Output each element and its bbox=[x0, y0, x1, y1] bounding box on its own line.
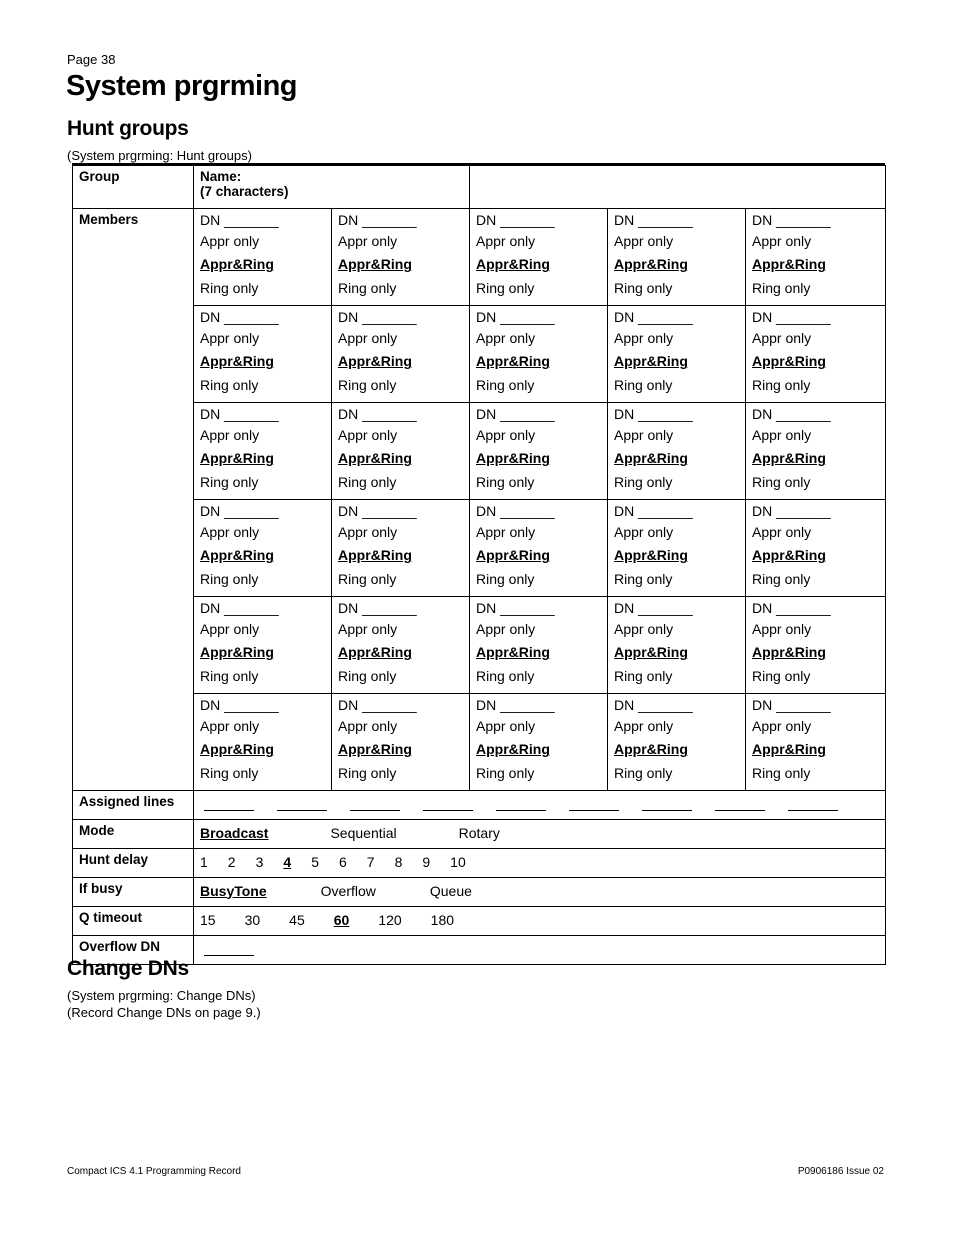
member-dn-field[interactable]: DN _______ bbox=[614, 309, 693, 325]
appr-only-option[interactable]: Appr only bbox=[614, 233, 674, 249]
member-cell bbox=[746, 694, 886, 791]
if-busy-row bbox=[73, 878, 886, 907]
ring-only-option[interactable]: Ring only bbox=[476, 667, 535, 684]
appr-ring-option[interactable]: Appr&Ring bbox=[338, 741, 412, 758]
member-dn-field[interactable]: DN _______ bbox=[476, 697, 555, 713]
ring-only-option[interactable]: Ring only bbox=[752, 764, 811, 781]
member-dn-field[interactable]: DN _______ bbox=[752, 309, 831, 325]
assigned-line-blank[interactable] bbox=[423, 796, 473, 811]
appr-only-option[interactable]: Appr only bbox=[338, 621, 398, 637]
appr-ring-option[interactable]: Appr&Ring bbox=[614, 741, 688, 758]
appr-ring-option[interactable]: Appr&Ring bbox=[338, 547, 412, 564]
ring-only-option[interactable]: Ring only bbox=[614, 473, 673, 490]
appr-only-option[interactable]: Appr only bbox=[614, 621, 674, 637]
member-cell bbox=[194, 209, 332, 306]
member-cell bbox=[608, 209, 746, 306]
page-number: Page 38 bbox=[67, 52, 116, 67]
ring-only-option[interactable]: Ring only bbox=[338, 570, 397, 587]
member-cell bbox=[608, 694, 746, 791]
appr-only-option[interactable]: Appr only bbox=[338, 330, 398, 346]
member-cell bbox=[608, 306, 746, 403]
members-row bbox=[73, 209, 886, 306]
q-timeout-option[interactable]: 45 bbox=[289, 911, 305, 928]
member-cell bbox=[470, 403, 608, 500]
appr-only-option[interactable]: Appr only bbox=[614, 718, 674, 734]
appr-only-option[interactable]: Appr only bbox=[200, 427, 260, 443]
member-dn-field[interactable]: DN _______ bbox=[752, 503, 831, 519]
ring-only-option[interactable]: Ring only bbox=[476, 473, 535, 490]
member-dn-field[interactable]: DN _______ bbox=[476, 212, 555, 228]
appr-ring-option[interactable]: Appr&Ring bbox=[200, 547, 274, 564]
members-label: Members bbox=[73, 209, 194, 791]
member-cell bbox=[332, 209, 470, 306]
ring-only-option[interactable]: Ring only bbox=[200, 570, 259, 587]
appr-only-option[interactable]: Appr only bbox=[752, 427, 812, 443]
name-label: Name: bbox=[200, 169, 242, 184]
appr-only-option[interactable]: Appr only bbox=[338, 427, 398, 443]
ring-only-option[interactable]: Ring only bbox=[752, 667, 811, 684]
member-dn-field[interactable]: DN _______ bbox=[200, 503, 279, 519]
member-cell bbox=[194, 597, 332, 694]
appr-ring-option[interactable]: Appr&Ring bbox=[752, 741, 826, 758]
ring-only-option[interactable]: Ring only bbox=[752, 473, 811, 490]
member-dn-field[interactable]: DN _______ bbox=[476, 503, 555, 519]
appr-ring-option[interactable]: Appr&Ring bbox=[338, 644, 412, 661]
appr-ring-option[interactable]: Appr&Ring bbox=[200, 450, 274, 467]
member-cell bbox=[332, 597, 470, 694]
q-timeout-option[interactable]: 30 bbox=[244, 911, 261, 928]
q-timeout-option[interactable]: 60 bbox=[333, 911, 350, 928]
member-dn-field[interactable]: DN _______ bbox=[338, 697, 417, 713]
assigned-line-blank[interactable] bbox=[277, 796, 327, 811]
appr-ring-option[interactable]: Appr&Ring bbox=[338, 450, 412, 467]
q-timeout-label: Q timeout bbox=[73, 907, 194, 936]
appr-only-option[interactable]: Appr only bbox=[752, 718, 812, 734]
footer-left: Compact ICS 4.1 Programming Record bbox=[67, 1166, 241, 1177]
member-dn-field[interactable]: DN _______ bbox=[614, 406, 693, 422]
appr-ring-option[interactable]: Appr&Ring bbox=[614, 450, 688, 467]
change-dns-heading: Change DNs bbox=[67, 957, 189, 980]
name-field[interactable] bbox=[194, 166, 470, 209]
member-dn-field[interactable]: DN _______ bbox=[752, 697, 831, 713]
member-cell bbox=[608, 500, 746, 597]
q-timeout-option[interactable]: 180 bbox=[430, 911, 455, 928]
member-cell bbox=[194, 306, 332, 403]
member-cell bbox=[332, 500, 470, 597]
q-timeout-option[interactable]: 15 bbox=[200, 911, 216, 928]
ring-only-option[interactable]: Ring only bbox=[752, 570, 811, 587]
member-dn-field[interactable]: DN _______ bbox=[338, 503, 417, 519]
member-dn-field[interactable]: DN _______ bbox=[614, 697, 693, 713]
appr-ring-option[interactable]: Appr&Ring bbox=[476, 547, 550, 564]
member-cell bbox=[746, 500, 886, 597]
appr-only-option[interactable]: Appr only bbox=[338, 524, 398, 540]
appr-ring-option[interactable]: Appr&Ring bbox=[200, 741, 274, 758]
q-timeout-row bbox=[73, 907, 886, 936]
page-title: System prgrming bbox=[66, 70, 297, 102]
ring-only-option[interactable]: Ring only bbox=[614, 376, 673, 393]
mode-option[interactable]: Broadcast bbox=[200, 824, 269, 841]
if-busy-option[interactable]: BusyTone bbox=[200, 882, 267, 899]
appr-ring-option[interactable]: Appr&Ring bbox=[614, 256, 688, 273]
appr-only-option[interactable]: Appr only bbox=[338, 718, 398, 734]
member-cell bbox=[332, 306, 470, 403]
ring-only-option[interactable]: Ring only bbox=[200, 473, 259, 490]
ring-only-option[interactable]: Ring only bbox=[338, 376, 397, 393]
assigned-line-blank[interactable] bbox=[350, 796, 400, 811]
ring-only-option[interactable]: Ring only bbox=[752, 279, 811, 296]
member-dn-field[interactable]: DN _______ bbox=[200, 697, 279, 713]
ring-only-option[interactable]: Ring only bbox=[614, 667, 673, 684]
member-cell bbox=[608, 597, 746, 694]
members-row bbox=[73, 403, 886, 500]
hunt-delay-option[interactable]: 2 bbox=[227, 853, 236, 870]
appr-only-option[interactable]: Appr only bbox=[614, 330, 674, 346]
member-dn-field[interactable]: DN _______ bbox=[338, 212, 417, 228]
mode-row bbox=[73, 820, 886, 849]
hunt-delay-option[interactable]: 9 bbox=[422, 853, 431, 870]
appr-only-option[interactable]: Appr only bbox=[476, 427, 536, 443]
appr-only-option[interactable]: Appr only bbox=[476, 621, 536, 637]
member-dn-field[interactable]: DN _______ bbox=[614, 503, 693, 519]
hunt-delay-option[interactable]: 7 bbox=[366, 853, 375, 870]
appr-ring-option[interactable]: Appr&Ring bbox=[476, 450, 550, 467]
assigned-line-blank[interactable] bbox=[569, 796, 619, 811]
ring-only-option[interactable]: Ring only bbox=[338, 279, 397, 296]
hunt-delay-option[interactable]: 1 bbox=[200, 853, 208, 870]
member-cell bbox=[608, 403, 746, 500]
appr-only-option[interactable]: Appr only bbox=[338, 233, 398, 249]
appr-only-option[interactable]: Appr only bbox=[752, 524, 812, 540]
appr-only-option[interactable]: Appr only bbox=[752, 233, 812, 249]
appr-only-option[interactable]: Appr only bbox=[752, 330, 812, 346]
member-dn-field[interactable]: DN _______ bbox=[338, 600, 417, 616]
appr-ring-option[interactable]: Appr&Ring bbox=[476, 353, 550, 370]
member-cell bbox=[194, 500, 332, 597]
ring-only-option[interactable]: Ring only bbox=[200, 764, 259, 781]
appr-only-option[interactable]: Appr only bbox=[476, 233, 536, 249]
appr-only-option[interactable]: Appr only bbox=[476, 718, 536, 734]
member-cell bbox=[746, 597, 886, 694]
member-dn-field[interactable]: DN _______ bbox=[338, 309, 417, 325]
overflow-dn-blank[interactable] bbox=[204, 941, 254, 956]
appr-ring-option[interactable]: Appr&Ring bbox=[752, 547, 826, 564]
members-row bbox=[73, 306, 886, 403]
appr-ring-option[interactable]: Appr&Ring bbox=[338, 353, 412, 370]
member-cell bbox=[332, 403, 470, 500]
appr-only-option[interactable]: Appr only bbox=[476, 524, 536, 540]
member-dn-field[interactable]: DN _______ bbox=[200, 406, 279, 422]
assigned-line-blank[interactable] bbox=[788, 796, 838, 811]
appr-only-option[interactable]: Appr only bbox=[752, 621, 812, 637]
appr-ring-option[interactable]: Appr&Ring bbox=[614, 547, 688, 564]
member-dn-field[interactable]: DN _______ bbox=[752, 406, 831, 422]
member-cell bbox=[746, 403, 886, 500]
member-cell bbox=[470, 694, 608, 791]
ring-only-option[interactable]: Ring only bbox=[338, 667, 397, 684]
member-cell bbox=[470, 597, 608, 694]
members-row bbox=[73, 597, 886, 694]
name-hint: (7 characters) bbox=[200, 184, 289, 199]
hunt-delay-option[interactable]: 6 bbox=[338, 853, 347, 870]
appr-ring-option[interactable]: Appr&Ring bbox=[752, 256, 826, 273]
appr-ring-option[interactable]: Appr&Ring bbox=[752, 353, 826, 370]
mode-label: Mode bbox=[73, 820, 194, 849]
hunt-delay-option[interactable]: 3 bbox=[255, 853, 264, 870]
mode-option[interactable]: Sequential bbox=[330, 824, 397, 841]
hunt-delay-option[interactable]: 10 bbox=[450, 853, 466, 870]
ring-only-option[interactable]: Ring only bbox=[200, 279, 259, 296]
ring-only-option[interactable]: Ring only bbox=[200, 667, 259, 684]
appr-only-option[interactable]: Appr only bbox=[614, 524, 674, 540]
appr-ring-option[interactable]: Appr&Ring bbox=[614, 353, 688, 370]
ring-only-option[interactable]: Ring only bbox=[614, 570, 673, 587]
appr-only-option[interactable]: Appr only bbox=[200, 233, 260, 249]
appr-ring-option[interactable]: Appr&Ring bbox=[476, 644, 550, 661]
appr-only-option[interactable]: Appr only bbox=[200, 330, 260, 346]
hunt-groups-table bbox=[72, 165, 886, 965]
if-busy-option[interactable]: Queue bbox=[429, 882, 472, 899]
hunt-delay-label: Hunt delay bbox=[73, 849, 194, 878]
if-busy-option[interactable]: Overflow bbox=[320, 882, 376, 899]
group-label: Group bbox=[73, 166, 194, 209]
if-busy-label: If busy bbox=[73, 878, 194, 907]
appr-only-option[interactable]: Appr only bbox=[476, 330, 536, 346]
member-cell bbox=[470, 209, 608, 306]
member-dn-field[interactable]: DN _______ bbox=[614, 212, 693, 228]
member-dn-field[interactable]: DN _______ bbox=[752, 600, 831, 616]
hunt-groups-heading: Hunt groups bbox=[67, 117, 189, 140]
member-dn-field[interactable]: DN _______ bbox=[476, 600, 555, 616]
hunt-groups-path: (System prgrming: Hunt groups) bbox=[67, 148, 252, 163]
hunt-delay-option[interactable]: 4 bbox=[283, 853, 292, 870]
assigned-lines-label: Assigned lines bbox=[73, 791, 194, 820]
name-entry-area[interactable] bbox=[470, 166, 886, 209]
member-cell bbox=[194, 694, 332, 791]
members-row bbox=[73, 694, 886, 791]
q-timeout-option[interactable]: 120 bbox=[378, 911, 402, 928]
member-dn-field[interactable]: DN _______ bbox=[200, 600, 279, 616]
overflow-dn-label: Overflow DN bbox=[73, 936, 194, 965]
ring-only-option[interactable]: Ring only bbox=[476, 376, 535, 393]
ring-only-option[interactable]: Ring only bbox=[476, 764, 535, 781]
ring-only-option[interactable]: Ring only bbox=[200, 376, 259, 393]
member-cell bbox=[470, 306, 608, 403]
appr-ring-option[interactable]: Appr&Ring bbox=[752, 450, 826, 467]
ring-only-option[interactable]: Ring only bbox=[476, 279, 535, 296]
appr-ring-option[interactable]: Appr&Ring bbox=[338, 256, 412, 273]
ring-only-option[interactable]: Ring only bbox=[338, 473, 397, 490]
mode-option[interactable]: Rotary bbox=[458, 824, 500, 841]
ring-only-option[interactable]: Ring only bbox=[752, 376, 811, 393]
member-cell bbox=[746, 306, 886, 403]
member-dn-field[interactable]: DN _______ bbox=[614, 600, 693, 616]
appr-ring-option[interactable]: Appr&Ring bbox=[200, 256, 274, 273]
change-dns-note: (Record Change DNs on page 9.) bbox=[67, 1005, 261, 1020]
group-row bbox=[73, 166, 886, 209]
member-dn-field[interactable]: DN _______ bbox=[752, 212, 831, 228]
appr-ring-option[interactable]: Appr&Ring bbox=[200, 353, 274, 370]
hunt-delay-option[interactable]: 8 bbox=[394, 853, 403, 870]
members-row bbox=[73, 500, 886, 597]
ring-only-option[interactable]: Ring only bbox=[614, 279, 673, 296]
hunt-delay-row bbox=[73, 849, 886, 878]
overflow-dn-row bbox=[73, 936, 886, 965]
assigned-line-blank[interactable] bbox=[204, 796, 254, 811]
appr-ring-option[interactable]: Appr&Ring bbox=[614, 644, 688, 661]
appr-ring-option[interactable]: Appr&Ring bbox=[200, 644, 274, 661]
ring-only-option[interactable]: Ring only bbox=[476, 570, 535, 587]
ring-only-option[interactable]: Ring only bbox=[338, 764, 397, 781]
assigned-line-blank[interactable] bbox=[715, 796, 765, 811]
assigned-line-blank[interactable] bbox=[642, 796, 692, 811]
member-cell bbox=[746, 209, 886, 306]
member-dn-field[interactable]: DN _______ bbox=[200, 212, 279, 228]
footer-right: P0906186 Issue 02 bbox=[797, 1166, 884, 1177]
appr-only-option[interactable]: Appr only bbox=[614, 427, 674, 443]
member-cell bbox=[470, 500, 608, 597]
assigned-lines-row bbox=[73, 791, 886, 820]
member-dn-field[interactable]: DN _______ bbox=[338, 406, 417, 422]
appr-ring-option[interactable]: Appr&Ring bbox=[476, 256, 550, 273]
member-dn-field[interactable]: DN _______ bbox=[476, 406, 555, 422]
hunt-delay-option[interactable]: 5 bbox=[311, 853, 319, 870]
appr-only-option[interactable]: Appr only bbox=[200, 524, 260, 540]
appr-ring-option[interactable]: Appr&Ring bbox=[752, 644, 826, 661]
member-dn-field[interactable]: DN _______ bbox=[200, 309, 279, 325]
appr-only-option[interactable]: Appr only bbox=[200, 718, 260, 734]
ring-only-option[interactable]: Ring only bbox=[614, 764, 673, 781]
member-dn-field[interactable]: DN _______ bbox=[476, 309, 555, 325]
appr-ring-option[interactable]: Appr&Ring bbox=[476, 741, 550, 758]
change-dns-path: (System prgrming: Change DNs) bbox=[67, 988, 256, 1003]
member-cell bbox=[194, 403, 332, 500]
member-cell bbox=[332, 694, 470, 791]
appr-only-option[interactable]: Appr only bbox=[200, 621, 260, 637]
assigned-line-blank[interactable] bbox=[496, 796, 546, 811]
